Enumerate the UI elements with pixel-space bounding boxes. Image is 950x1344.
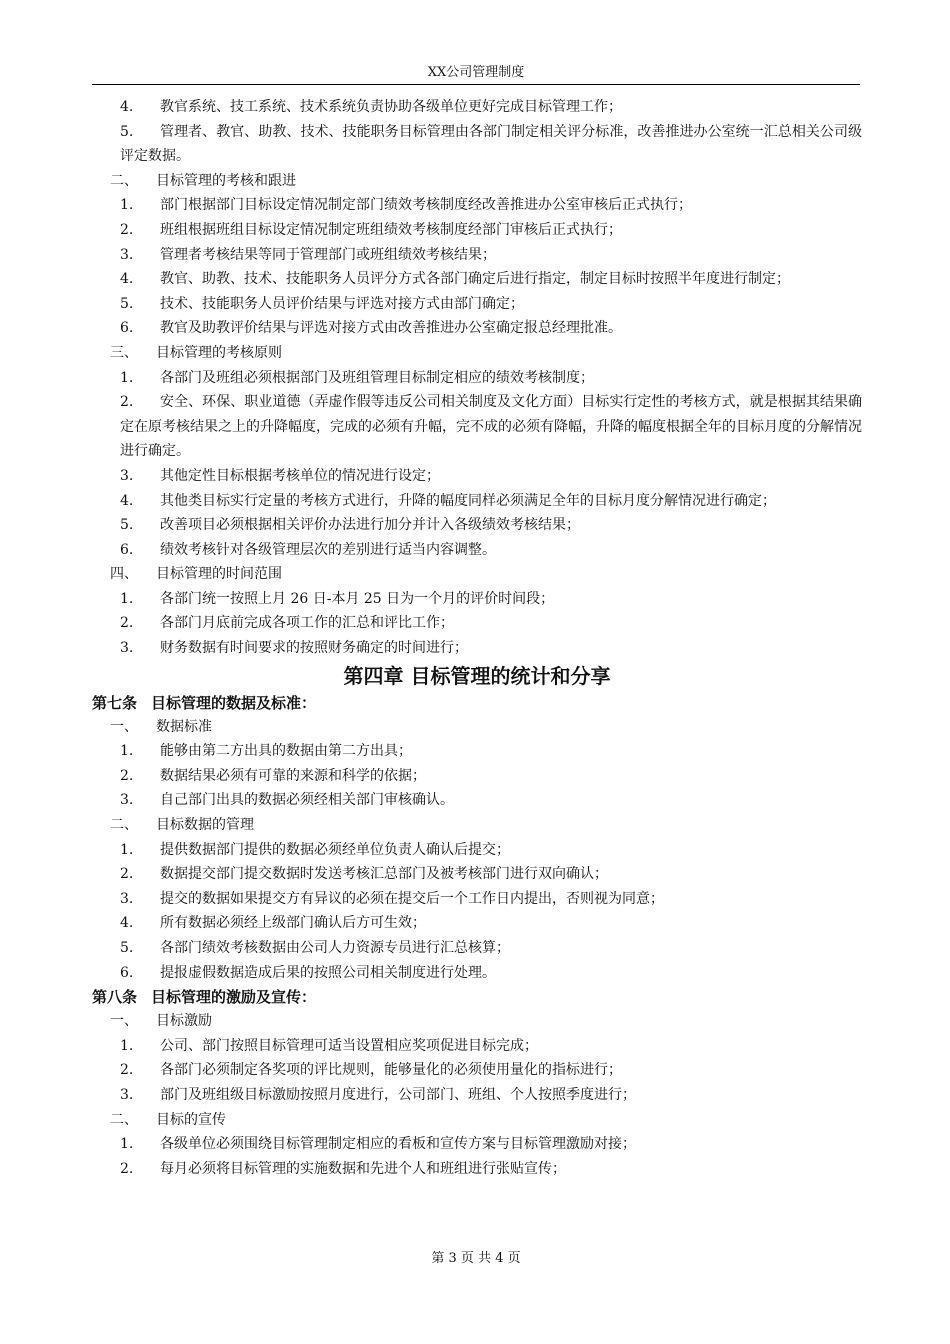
page-header: XX公司管理制度 [427,65,525,80]
list-item: 4. 其他类目标实行定量的考核方式进行，升降的幅度同样必须满足全年的目标月度分解情况进行确定； [120,492,776,509]
list-item: 3. 财务数据有时间要求的按照财务确定的时间进行； [120,640,468,657]
list-item: 1. 提供数据部门提供的数据必须经单位负责人确认后提交； [120,841,510,858]
list-item: 6. 绩效考核针对各级管理层次的差别进行适当内容调整。 [120,541,496,558]
section-heading: 四、 目标管理的时间范围 [110,566,282,583]
list-item: 6. 提报虚假数据造成后果的按照公司相关制度进行处理。 [120,964,496,981]
section-heading: 二、 目标的宣传 [110,1111,226,1128]
list-item: 1. 公司、部门按照目标管理可适当设置相应奖项促进目标完成； [120,1037,538,1054]
list-item: 1. 各部门统一按照上月 26 日-本月 25 日为一个月的评价时间段； [120,590,555,607]
page-footer: 第 3 页 共 4 页 [431,1251,521,1266]
list-item: 1. 各部门及班组必须根据部门及班组管理目标制定相应的绩效考核制度； [120,369,594,386]
section-heading: 三、 目标管理的考核原则 [110,344,282,361]
chapter-title: 第四章 目标管理的统计和分享 [343,663,611,688]
list-item: 5. 技术、技能职务人员评价结果与评选对接方式由部门确定； [120,295,524,312]
list-item: 4. 教官系统、技工系统、技术系统负责协助各级单位更好完成目标管理工作； [120,99,622,115]
list-item: 2. 各部门月底前完成各项工作的汇总和评比工作； [120,615,454,632]
list-item: 2. 安全、环保、职业道德（弄虚作假等违反公司相关制度及文化方面）目标实行定性的考核方式，就是根据其结果确定在原考核结果之上的升降幅度，完成的必须有升幅，完不成的必须有降幅，升降的幅度根据全年的目标月度的分解情况进行确定。 [120,394,862,460]
list-item: 3. 提交的数据如果提交方有异议的必须在提交后一个工作日内提出，否则视为同意； [120,890,664,907]
list-item: 3. 管理者考核结果等同于管理部门或班组绩效考核结果； [120,246,496,263]
list-item: 5. 改善项目必须根据相关评价办法进行加分并计入各级绩效考核结果； [120,517,580,534]
list-item: 3. 其他定性目标根据考核单位的情况进行设定； [120,467,440,484]
list-item: 6. 教官及助教评价结果与评选对接方式由改善推进办公室确定报总经理批准。 [120,320,622,337]
list-item: 1. 能够由第二方出具的数据由第二方出具； [120,743,412,760]
list-item: 4. 教官、助教、技术、技能职务人员评分方式各部门确定后进行指定，制定目标时按照半年度进行制定； [120,271,790,288]
section-heading: 二、 目标管理的考核和跟进 [110,172,296,189]
article-heading: 第七条 目标管理的数据及标准： [92,693,317,712]
list-item: 1. 各级单位必须围绕目标管理制定相应的看板和宣传方案与目标管理激励对接； [120,1136,636,1153]
list-item: 5. 各部门绩效考核数据由公司人力资源专员进行汇总核算； [120,940,510,956]
list-item: 2. 数据结果必须有可靠的来源和科学的依据； [120,767,426,784]
list-item: 5. 管理者、教官、助教、技术、技能职务目标管理由各部门制定相关评分标准，改善推进办公室统一汇总相关公司级评定数据。 [120,123,862,165]
list-item: 2. 班组根据班组目标设定情况制定班组绩效考核制度经部门审核后正式执行； [120,221,622,238]
section-heading: 一、 数据标准 [110,718,212,735]
list-item: 2. 数据提交部门提交数据时发送考核汇总部门及被考核部门进行双向确认； [120,866,608,883]
list-item: 3. 自己部门出具的数据必须经相关部门审核确认。 [120,792,454,809]
section-heading: 一、 目标激励 [110,1013,212,1030]
document-body [92,95,862,1181]
article-heading: 第八条 目标管理的激励及宣传： [92,988,317,1007]
header-divider [92,84,860,85]
list-item: 4. 所有数据必须经上级部门确认后方可生效； [120,915,426,932]
list-item: 2. 各部门必须制定各奖项的评比规则，能够量化的必须使用量化的指标进行； [120,1062,622,1079]
section-heading: 二、 目标数据的管理 [110,817,254,834]
list-item: 2. 每月必须将目标管理的实施数据和先进个人和班组进行张贴宣传； [120,1160,566,1177]
list-item: 3. 部门及班组级目标激励按照月度进行，公司部门、班组、个人按照季度进行； [120,1086,636,1103]
list-item: 1. 部门根据部门目标设定情况制定部门绩效考核制度经改善推进办公室审核后正式执行； [120,197,692,214]
